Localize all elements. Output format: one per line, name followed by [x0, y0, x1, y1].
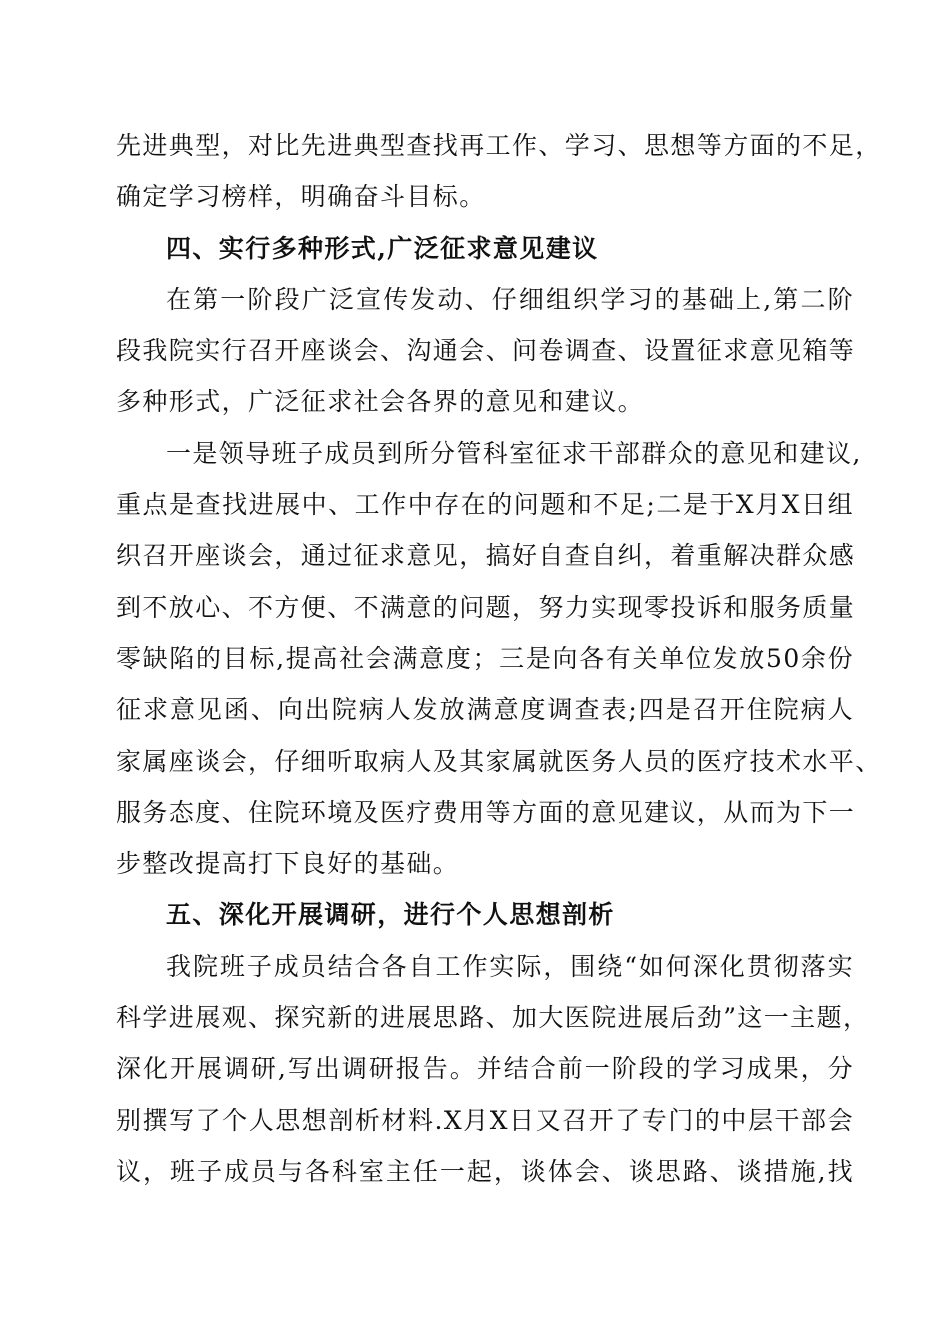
- heading-text: 四、实行多种形式,广泛征求意见建议: [166, 233, 599, 263]
- text-line: 服务态度、住院环境及医疗费用等方面的意见建议，从而为下一: [116, 797, 856, 827]
- section-heading-5: [116, 889, 854, 940]
- text-line: 确定学习榜样，明确奋斗目标。: [116, 182, 486, 212]
- text-line: 重点是查找进展中、工作中存在的问题和不足;二是于X月X日组: [116, 490, 854, 520]
- text-line: 先进典型，对比先进典型查找再工作、学习、思想等方面的不足，: [116, 131, 882, 160]
- text-line: 织召开座谈会，通过征求意见，搞好自查自纠，着重解决群众感: [116, 541, 856, 571]
- text-line: 科学进展观、探究新的进展思路、加大医院进展后劲”这一主题，: [116, 1003, 870, 1033]
- text-line: 到不放心、不方便、不满意的问题，努力实现零投诉和服务质量: [116, 592, 856, 622]
- text-line: 一是领导班子成员到所分管科室征求干部群众的意见和建议,: [166, 438, 862, 468]
- text-line: 在第一阶段广泛宣传发动、仔细组织学习的基础上,第二阶: [166, 284, 854, 314]
- text-line: 步整改提高打下良好的基础。: [116, 849, 460, 879]
- text-line: 议，班子成员与各科室主任一起，谈体会、谈思路、谈措施,找: [116, 1156, 854, 1186]
- paragraph: [116, 428, 882, 890]
- text-line: 段我院实行召开座谈会、沟通会、问卷调查、设置征求意见箱等: [116, 336, 856, 366]
- paragraph-continued: [116, 120, 882, 223]
- text-line: 零缺陷的目标,提高社会满意度；三是向各有关单位发放50余份: [116, 643, 854, 673]
- section-heading-4: [116, 223, 854, 274]
- text-line: 深化开展调研,写出调研报告。并结合前一阶段的学习成果，分: [116, 1054, 854, 1084]
- text-line: 征求意见函、向出院病人发放满意度调查表;四是召开住院病人: [116, 695, 854, 725]
- paragraph: [116, 941, 870, 1197]
- text-line: 多种形式，广泛征求社会各界的意见和建议。: [116, 387, 645, 417]
- text-line: 家属座谈会，仔细听取病人及其家属就医务人员的医疗技术水平、: [116, 746, 882, 776]
- heading-text: 五、深化开展调研，进行个人思想剖析: [166, 900, 615, 930]
- document-body: [116, 120, 882, 1197]
- text-line: 别撰写了个人思想剖析材料.X月X日又召开了专门的中层干部会: [116, 1105, 854, 1135]
- text-line: 我院班子成员结合各自工作实际，围绕“如何深化贯彻落实: [166, 951, 854, 981]
- paragraph: [116, 274, 854, 428]
